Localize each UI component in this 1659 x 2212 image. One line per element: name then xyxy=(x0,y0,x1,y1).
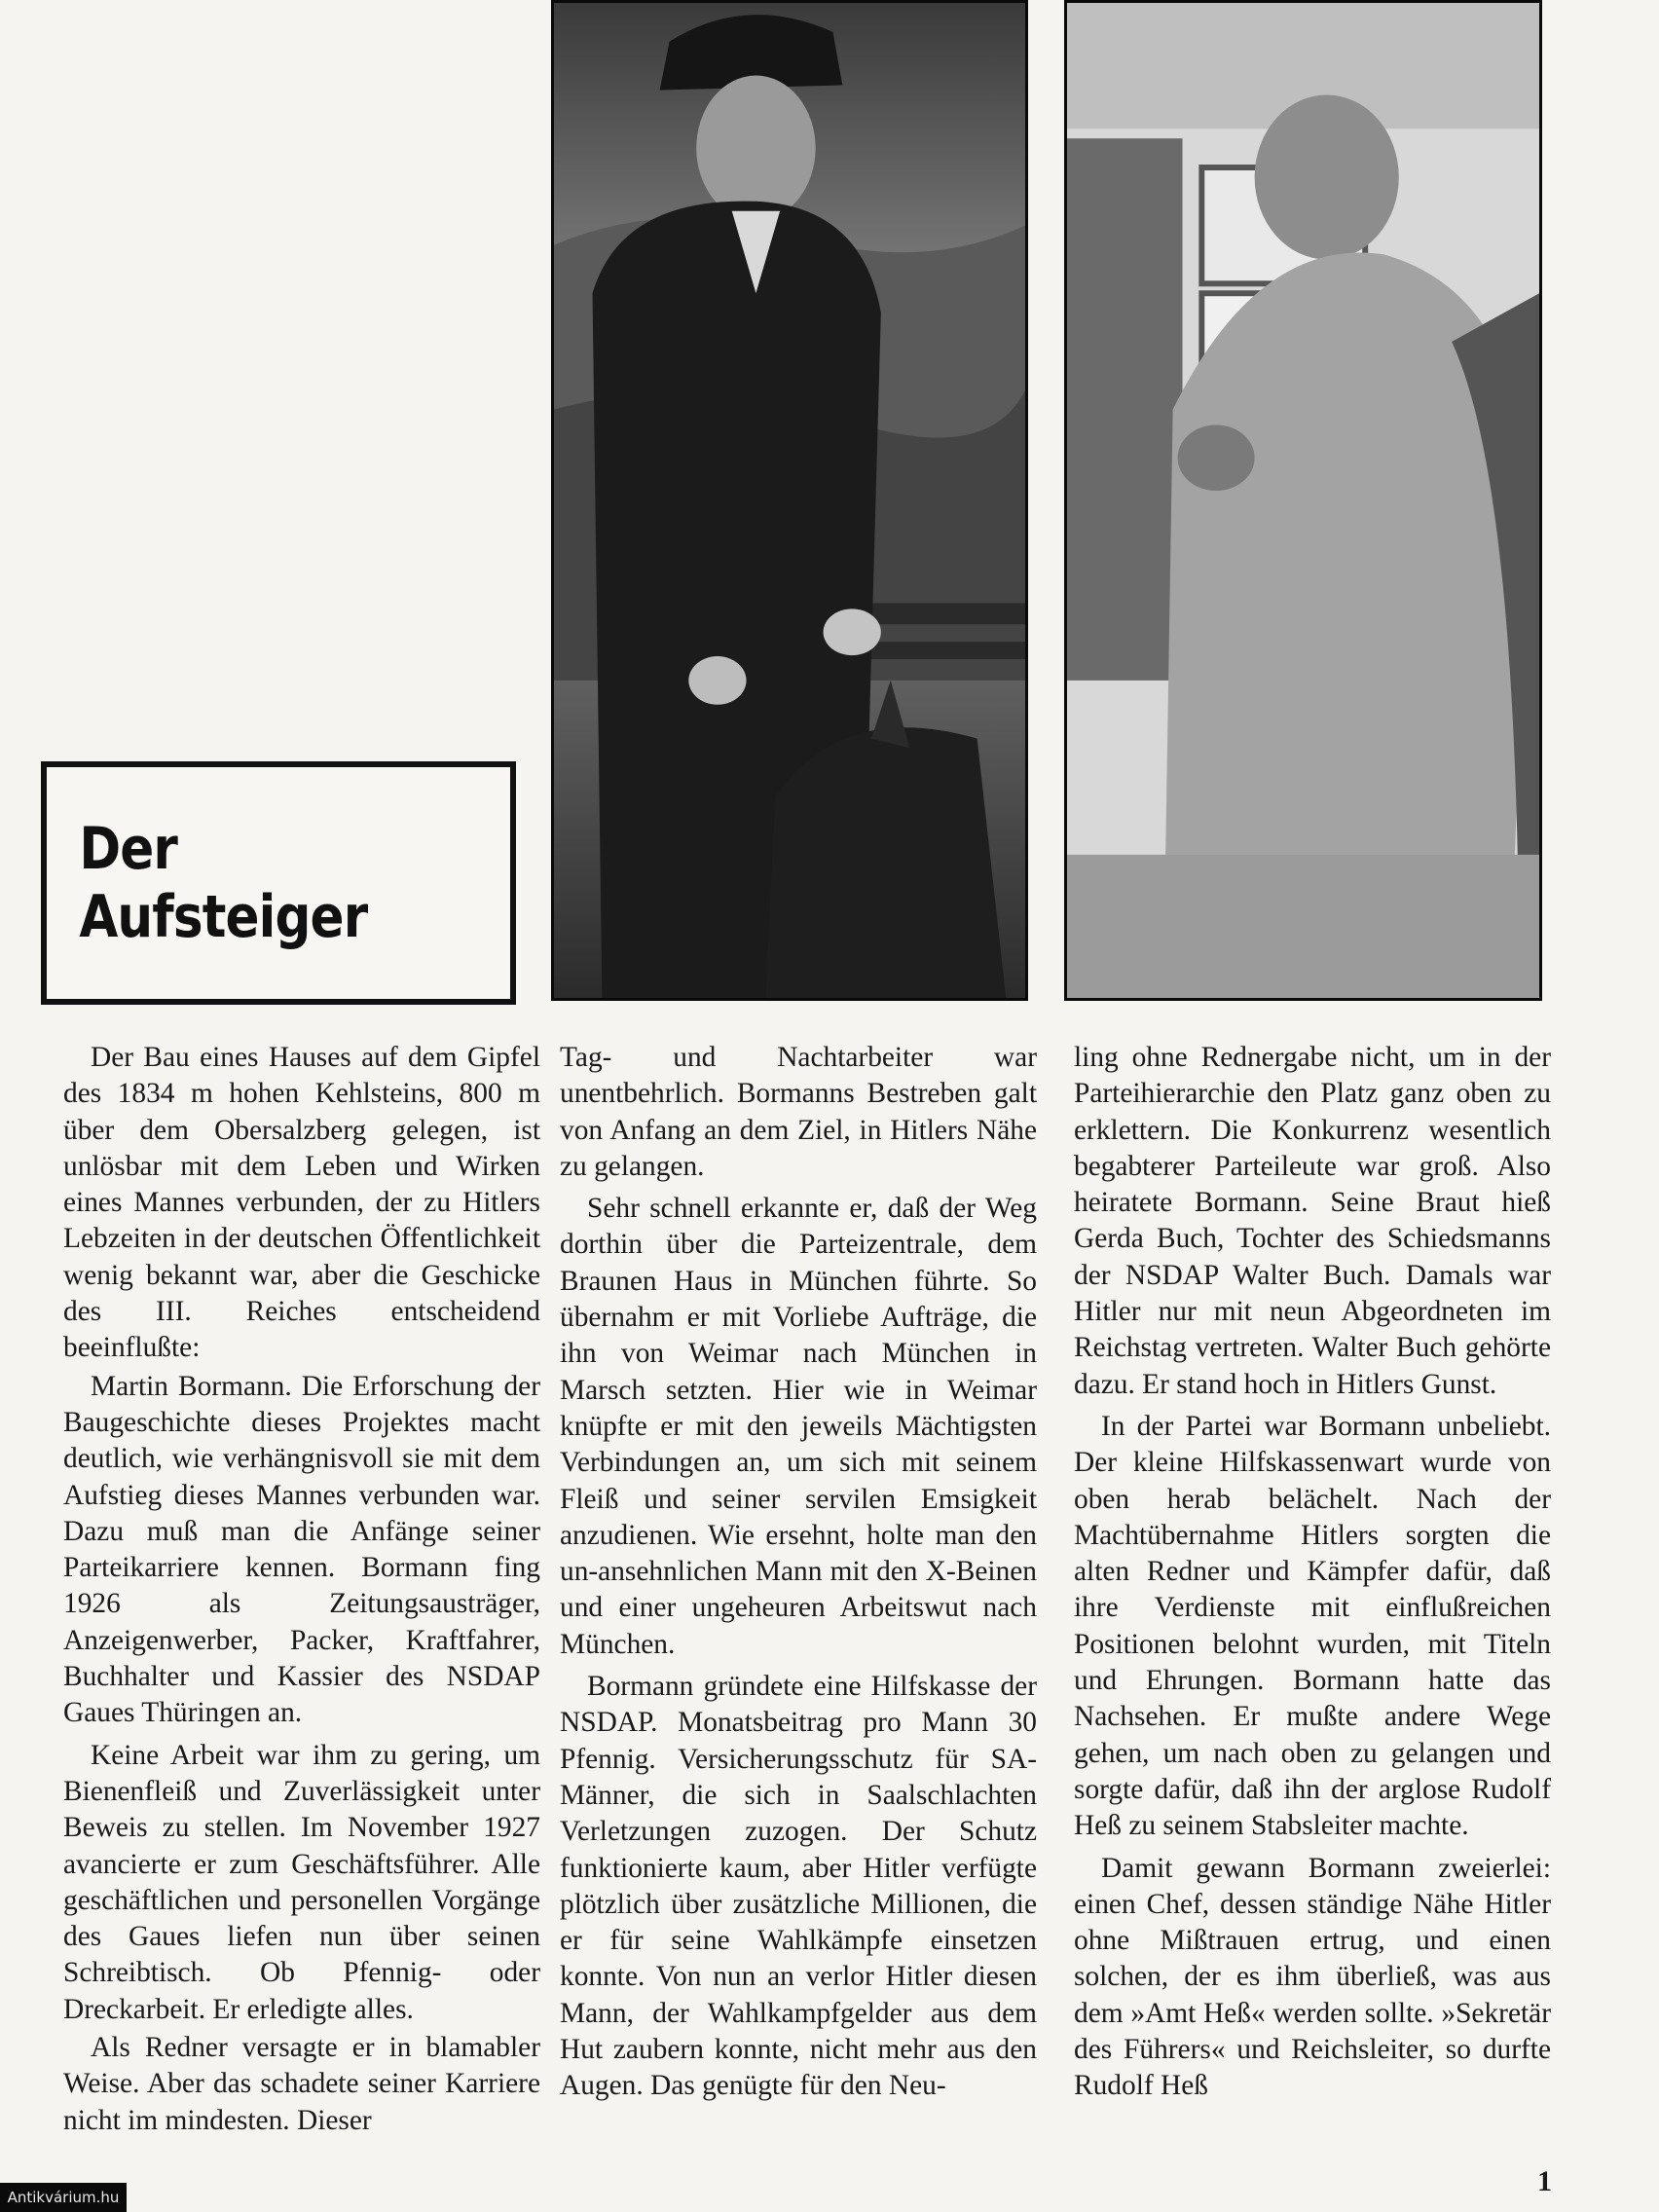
paragraph: ling ohne Rednergabe nicht, um in der Parteihierarchie den Platz ganz oben zu erklettern. Die Konkurrenz wesentlich begabterer Parteileute war groß. Also heiratete Bormann. Seine Braut hieß Gerda Buch, Tochter des Schiedsmanns der NSDAP Walter Buch. Damals war Hitler nur mit neun Abgeordneten im Reichstag vertreten. Walter Buch gehörte dazu. Er stand hoch in Hitlers Gunst. xyxy=(1074,1042,1551,1400)
text-column-3 xyxy=(1074,1040,1551,2189)
paragraph: Bormann gründete eine Hilfskasse der NSDAP. Monatsbeitrag pro Mann 30 Pfennig. Versicherungsschutz für SA-Männer, die sich in Saalschlachten Verletzungen zuzogen. Der Schutz funktionierte kaum, aber Hitler verfügte plötzlich über zusätzliche Millionen, die er für seine Wahlkämpfe einsetzen konnte. Von nun an verlor Hitler diesen Mann, der Wahlkampfgelder aus dem Hut zaubern konnte, nicht mehr aus den Augen. Das genügte für den Neu- xyxy=(560,1671,1037,2102)
paragraph: Tag- und Nachtarbeiter war unentbehrlich. Bormanns Bestreben galt von Anfang an dem Ziel, in Hitlers Nähe zu gelangen. xyxy=(560,1042,1037,1182)
article-title-box xyxy=(41,761,516,1005)
paragraph: In der Partei war Bormann unbeliebt. Der kleine Hilfskassenwart wurde von oben herab belächelt. Nach der Machtübernahme Hitlers sorgten die alten Redner und Kämpfer dafür, daß ihre Verdienste mit einflußreichen Positionen belohnt wurden, mit Titeln und Ehrungen. Bormann hatte das Nachsehen. Er mußte andere Wege gehen, um nach oben zu gelangen und sorgte dafür, daß ihn der arglose Rudolf Heß zu seinem Stabsleiter machte. xyxy=(1074,1410,1551,1842)
paragraph: Keine Arbeit war ihm zu gering, um Bienenfleiß und Zuverlässigkeit unter Beweis zu stellen. Im November 1927 avancierte er zum Geschäftsführer. Alle geschäftlichen und personellen Vorgänge des Gaues liefen nun über seinen Schreibtisch. Ob Pfennig- oder Dreckarbeit. Er erledigte alles. xyxy=(63,1739,540,2025)
page-number: 1 xyxy=(1537,2165,1552,2197)
text-column-2 xyxy=(560,1040,1037,2189)
paragraph: Der Bau eines Hauses auf dem Gipfel des 1834 m hohen Kehlsteins, 800 m über dem Obersalzberg gelegen, ist unlösbar mit dem Leben und Wirken eines Mannes verbunden, der zu Hitlers Lebzeiten in der deutschen Öffentlichkeit wenig bekannt war, aber die Geschicke des III. Reiches entscheidend beeinflußte: xyxy=(63,1042,540,1364)
watermark: Antikvárium.hu xyxy=(0,2183,127,2212)
photo-officer-with-dog xyxy=(551,0,1028,1001)
article-title: Der Aufsteiger xyxy=(79,815,368,951)
paragraph: Damit gewann Bormann zweierlei: einen Chef, dessen ständige Nähe Hitler ohne Mißtrauen ertrug, und einen solchen, der es ihm überließ, was aus dem »Amt Heß« werden sollte. »Sekretär des Führers« und Reichsleiter, so durfte Rudolf Heß xyxy=(1074,1852,1551,2102)
text-column-1 xyxy=(63,1040,540,2189)
paragraph: Sehr schnell erkannte er, daß der Weg dorthin über die Parteizentrale, dem Braunen Haus in München führte. So übernahm er mit Vorliebe Aufträge, die ihn von Weimar nach München in Marsch setzten. Hier wie in Weimar knüpfte er mit den jeweils Mächtigsten Verbindungen an, um sich mit seinem Fleiß und seiner servilen Emsigkeit anzudienen. Wie ersehnt, holte man den un-ansehnlichen Mann mit den X-Beinen und einer ungeheuren Arbeitswut nach München. xyxy=(560,1193,1037,1660)
photo-man-in-suit xyxy=(1064,0,1542,1001)
paragraph: Als Redner versagte er in blamabler Weise. Aber das schadete seiner Karriere nicht im mindesten. Dieser xyxy=(63,2032,540,2136)
paragraph: Martin Bormann. Die Erforschung der Baugeschichte dieses Projektes macht deutlich, wie verhängnisvoll sie mit dem Aufstieg dieses Mannes verbunden war. Dazu muß man die Anfänge seiner Parteikarriere kennen. Bormann fing 1926 als Zeitungsausträger, Anzeigenwerber, Packer, Kraftfahrer, Buchhalter und Kassier des NSDAP Gaues Thüringen an. xyxy=(63,1370,540,1729)
photo-officer-with-dog-image xyxy=(554,3,1025,998)
photo-man-in-suit-image xyxy=(1067,3,1539,998)
